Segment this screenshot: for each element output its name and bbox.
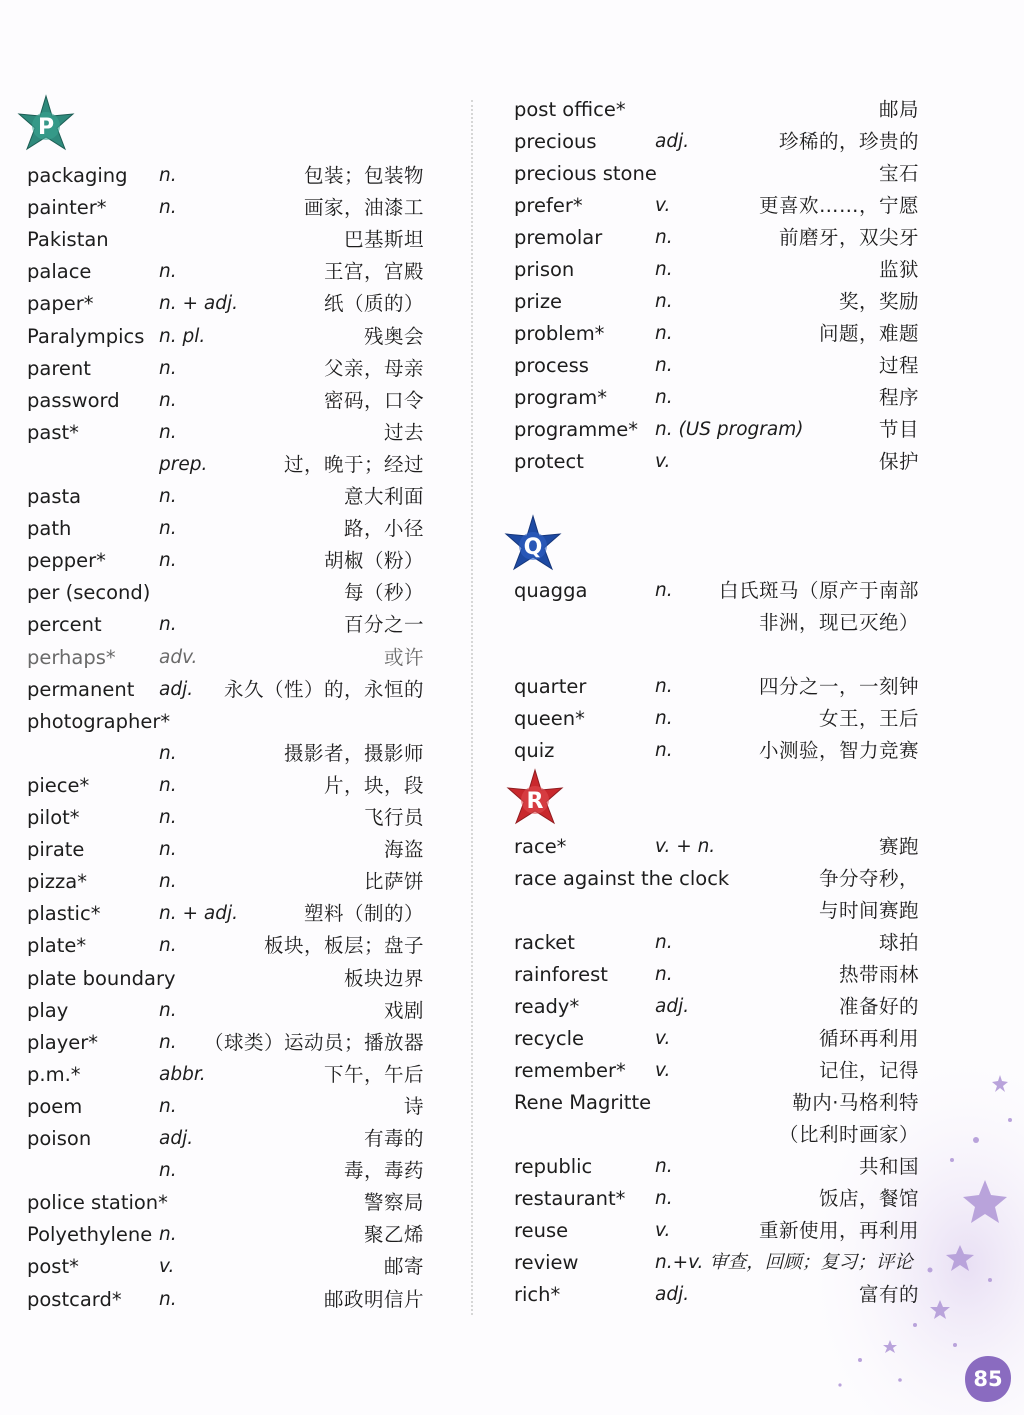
chinese-translation: 女王，王后 [818, 707, 919, 730]
headword: problem* [514, 322, 605, 345]
list-item [27, 577, 424, 609]
part-of-speech: adj. [655, 1284, 690, 1305]
headword: race* [514, 835, 567, 858]
chinese-translation: 前磨牙，双尖牙 [778, 226, 919, 249]
chinese-translation: 邮寄 [383, 1255, 424, 1279]
list-item [27, 898, 424, 930]
chinese-translation: 聚乙烯 [363, 1223, 424, 1247]
section-badge-q [502, 514, 564, 576]
headword: pepper* [27, 549, 106, 573]
headword: parent [27, 356, 91, 380]
part-of-speech: n. [159, 486, 177, 507]
chinese-translation: 比萨饼 [363, 870, 424, 894]
chinese-translation: 更喜欢……，宁愿 [758, 194, 919, 217]
list-item [27, 224, 424, 256]
list-item [27, 1187, 424, 1219]
part-of-speech: adj. [159, 678, 194, 700]
part-of-speech: n. [655, 387, 673, 408]
part-of-speech: n. [655, 355, 673, 376]
part-of-speech: n. [159, 839, 177, 861]
list-item [514, 639, 919, 671]
chinese-translation: 王宫，宫殿 [323, 260, 424, 284]
headword: Paralympics [27, 324, 145, 348]
chinese-translation: 小测验，智力竞赛 [758, 739, 919, 762]
headword: quiz [514, 739, 555, 762]
list-item [514, 607, 919, 639]
headword: Rene Magritte [514, 1091, 652, 1114]
headword: plate boundary [27, 966, 176, 990]
list-item [514, 1055, 919, 1087]
page-number: 85 [973, 1367, 1003, 1391]
headword: paper* [27, 292, 94, 316]
chinese-translation: 板块边界 [343, 966, 424, 990]
part-of-speech: adv. [159, 646, 198, 668]
section-letter: Q [523, 535, 543, 560]
chinese-translation: 准备好的 [838, 995, 919, 1018]
section-badge-p [15, 94, 77, 156]
headword: precious stone [514, 162, 657, 185]
column-divider [471, 100, 473, 1315]
chinese-translation: （比利时画家） [778, 1123, 919, 1146]
chinese-translation: 保护 [878, 450, 919, 473]
list-item [514, 1215, 919, 1247]
headword: quarter [514, 675, 587, 698]
part-of-speech: n. [159, 261, 177, 283]
list-item [27, 192, 424, 224]
part-of-speech: n. [159, 614, 177, 636]
list-item [514, 863, 919, 895]
part-of-speech: v. [655, 195, 671, 216]
chinese-translation: 过程 [878, 354, 919, 377]
headword: poem [27, 1094, 83, 1118]
list-item [514, 190, 919, 222]
part-of-speech: n. + adj. [159, 293, 238, 315]
chinese-translation: 下午，午后 [323, 1062, 424, 1086]
part-of-speech: n. [655, 1188, 673, 1209]
list-item [514, 414, 919, 446]
headword: prefer* [514, 194, 583, 217]
list-item [27, 1219, 424, 1251]
chinese-translation: 邮政明信片 [323, 1287, 424, 1311]
list-item [514, 671, 919, 703]
part-of-speech: n. [655, 1156, 673, 1177]
headword: photographer* [27, 709, 171, 733]
list-item [27, 449, 424, 481]
list-item [514, 222, 919, 254]
part-of-speech: n. [159, 389, 177, 411]
headword: prize [514, 290, 563, 313]
part-of-speech: n. [159, 774, 177, 796]
list-item [514, 254, 919, 286]
chinese-translation: 循环再利用 [818, 1027, 919, 1050]
chinese-translation: 海盗 [383, 838, 424, 862]
part-of-speech: v. + n. [655, 836, 716, 857]
list-item [514, 831, 919, 863]
list-item [27, 834, 424, 866]
chinese-translation: 父亲，母亲 [323, 356, 424, 380]
list-item [514, 1151, 919, 1183]
headword: reuse [514, 1219, 569, 1242]
list-item [514, 382, 919, 414]
list-item [27, 545, 424, 577]
list-item [27, 1059, 424, 1091]
chinese-translation: 热带雨林 [838, 963, 919, 986]
part-of-speech: n. [159, 1160, 177, 1182]
part-of-speech: v. [655, 1028, 671, 1049]
chinese-translation: 巴基斯坦 [343, 228, 424, 252]
headword: painter* [27, 196, 107, 220]
chinese-translation: 有毒的 [363, 1127, 424, 1150]
headword: pirate [27, 838, 85, 862]
chinese-translation: 板块，板层；盘子 [263, 934, 424, 958]
list-item [27, 288, 424, 320]
part-of-speech: n. [159, 357, 177, 379]
part-of-speech: n. [655, 580, 673, 601]
chinese-translation: 白氏斑马（原产于南部 [718, 579, 919, 602]
headword: palace [27, 260, 92, 284]
headword: plate* [27, 934, 87, 958]
part-of-speech: n. [159, 165, 177, 186]
headword: percent [27, 613, 102, 637]
part-of-speech: v. [655, 1060, 671, 1081]
headword: premolar [514, 226, 603, 249]
list-item [27, 481, 424, 513]
chinese-translation: 程序 [878, 386, 919, 409]
headword: rich* [514, 1283, 561, 1306]
headword: play [27, 998, 69, 1022]
chinese-translation: 戏剧 [383, 998, 424, 1022]
list-item [514, 1279, 919, 1311]
list-item [514, 1023, 919, 1055]
part-of-speech: n. [159, 421, 177, 443]
headword: pasta [27, 485, 82, 508]
chinese-translation: 毒，毒药 [343, 1159, 424, 1183]
part-of-speech: adj. [655, 996, 690, 1017]
chinese-translation: 共和国 [858, 1155, 919, 1178]
headword: packaging [27, 164, 128, 187]
headword: per (second) [27, 581, 151, 605]
chinese-translation: 非洲，现已灭绝） [758, 611, 919, 634]
headword: password [27, 388, 120, 412]
part-of-speech: n. [159, 550, 177, 572]
chinese-translation: 珍稀的，珍贵的 [778, 130, 919, 153]
list-item [27, 1251, 424, 1283]
headword: Pakistan [27, 228, 109, 252]
chinese-translation: 路，小径 [343, 517, 424, 541]
chinese-translation: 片，块，段 [323, 773, 424, 797]
chinese-translation: 包装；包装物 [303, 164, 424, 187]
list-item [27, 353, 424, 385]
list-item [514, 318, 919, 350]
chinese-translation: 邮局 [878, 98, 919, 121]
list-item [514, 895, 919, 927]
part-of-speech: n. [655, 932, 673, 953]
list-item [514, 158, 919, 190]
part-of-speech: v. [655, 451, 671, 472]
headword: race against the clock [514, 867, 730, 890]
section-letter: R [526, 789, 544, 814]
part-of-speech: n. [159, 1095, 177, 1117]
headword: rainforest [514, 963, 608, 986]
list-item [27, 674, 424, 706]
headword: queen* [514, 707, 585, 730]
headword: p.m.* [27, 1062, 81, 1086]
headword: remember* [514, 1059, 626, 1082]
chinese-translation: 过去 [383, 420, 424, 444]
headword: prison [514, 258, 575, 281]
part-of-speech: n. [655, 708, 673, 729]
list-item [514, 446, 919, 478]
chinese-translation: 永久（性）的，永恒的 [223, 677, 424, 701]
list-item [27, 385, 424, 417]
list-item [514, 703, 919, 735]
part-of-speech: n. [159, 742, 177, 764]
part-of-speech: n. [655, 259, 673, 280]
chinese-translation: 奖，奖励 [838, 290, 919, 313]
section-badge-r [504, 768, 566, 830]
headword: protect [514, 450, 584, 473]
headword: Polyethylene [27, 1223, 153, 1247]
headword: recycle [514, 1027, 584, 1050]
list-item [514, 1087, 919, 1119]
chinese-translation: 每（秒） [343, 581, 424, 605]
chinese-translation: 问题，难题 [818, 322, 919, 345]
headword: plastic* [27, 902, 101, 926]
list-item [514, 1247, 919, 1279]
list-item [27, 609, 424, 641]
chinese-translation: 胡椒（粉） [323, 549, 424, 573]
chinese-translation: 争分夺秒， [818, 867, 919, 890]
part-of-speech: n. [655, 291, 673, 312]
list-item [514, 735, 919, 767]
list-item [514, 959, 919, 991]
list-item [514, 575, 919, 607]
headword: police station* [27, 1191, 168, 1215]
part-of-speech: adj. [159, 1128, 194, 1149]
part-of-speech: prep. [159, 453, 208, 475]
star-badge-icon [502, 514, 564, 576]
part-of-speech: n. [655, 964, 673, 985]
headword: process [514, 354, 589, 377]
list-item [514, 991, 919, 1023]
chinese-translation: 记住，记得 [818, 1059, 919, 1082]
chinese-translation: 警察局 [363, 1191, 424, 1215]
list-item [27, 417, 424, 449]
chinese-translation: 四分之一，一刻钟 [758, 675, 919, 698]
list-item [27, 995, 424, 1027]
headword: permanent [27, 677, 135, 701]
list-item [514, 350, 919, 382]
part-of-speech: n. [159, 518, 177, 540]
headword: pizza* [27, 870, 87, 894]
headword: poison [27, 1127, 92, 1150]
list-item [27, 1027, 424, 1059]
chinese-translation: 饭店，餐馆 [818, 1187, 919, 1210]
list-item [27, 770, 424, 802]
chinese-translation: 纸（质的） [323, 292, 424, 316]
chinese-translation: 富有的 [858, 1283, 919, 1306]
list-item [27, 802, 424, 834]
list-item [514, 1183, 919, 1215]
chinese-translation: 与时间赛跑 [818, 899, 919, 922]
part-of-speech: v. [159, 1256, 175, 1278]
part-of-speech: v. [655, 1220, 671, 1241]
part-of-speech: n. [655, 676, 673, 697]
chinese-translation: 勒内·马格利特 [792, 1091, 919, 1114]
headword: postcard* [27, 1287, 122, 1311]
part-of-speech: n. [159, 999, 177, 1021]
chinese-translation: 监狱 [878, 258, 919, 281]
chinese-translation: 意大利面 [343, 485, 424, 508]
part-of-speech: n. [159, 1224, 177, 1246]
headword: review [514, 1251, 579, 1274]
headword: ready* [514, 995, 580, 1018]
chinese-translation: 塑料（制的） [303, 902, 424, 926]
chinese-translation: 残奥会 [363, 324, 424, 348]
chinese-translation: 摄影者，摄影师 [283, 741, 424, 765]
list-item [27, 866, 424, 898]
chinese-translation: （球类）运动员；播放器 [203, 1030, 424, 1054]
list-item [27, 1284, 424, 1316]
chinese-translation: 诗 [403, 1094, 424, 1118]
headword: post office* [514, 98, 626, 121]
headword: past* [27, 420, 79, 444]
list-item [27, 930, 424, 962]
chinese-translation: 节目 [878, 418, 919, 441]
list-item [27, 513, 424, 545]
star-badge-icon [15, 94, 77, 156]
headword: piece* [27, 773, 90, 797]
list-item [514, 927, 919, 959]
headword: quagga [514, 579, 588, 602]
list-item [27, 706, 424, 738]
chinese-translation: 重新使用，再利用 [758, 1219, 919, 1242]
list-item [27, 738, 424, 770]
chinese-translation: 过，晚于；经过 [283, 452, 424, 476]
chinese-translation: 百分之一 [343, 613, 424, 637]
part-of-speech: n. [655, 227, 673, 248]
list-item [27, 256, 424, 288]
chinese-translation: 宝石 [878, 162, 919, 185]
headword: racket [514, 931, 575, 954]
headword: restaurant* [514, 1187, 626, 1210]
list-item [27, 1155, 424, 1187]
part-of-speech: n. [159, 1288, 177, 1310]
part-of-speech: n. [159, 197, 177, 219]
part-of-speech: n. [655, 740, 673, 761]
list-item [514, 286, 919, 318]
part-of-speech: abbr. [159, 1063, 206, 1085]
headword: post* [27, 1255, 79, 1279]
headword: perhaps* [27, 645, 116, 669]
list-item [27, 642, 424, 674]
part-of-speech: adj. [655, 131, 690, 152]
part-of-speech: n. (US program) [655, 419, 804, 440]
section-letter: P [37, 115, 55, 140]
list-item [27, 160, 424, 192]
part-of-speech: n. pl. [159, 325, 206, 347]
headword: pilot* [27, 806, 80, 829]
page-number-badge [963, 1354, 1013, 1404]
list-item [514, 1119, 919, 1151]
part-of-speech: n. [159, 807, 177, 828]
chinese-translation: 或许 [383, 645, 424, 669]
list-item [514, 94, 919, 126]
chinese-translation: 飞行员 [363, 806, 424, 829]
part-of-speech: n.+v. 审查，回顾；复习；评论 [655, 1252, 913, 1273]
part-of-speech: n. [159, 1031, 177, 1053]
chinese-translation: 密码，口令 [323, 388, 424, 412]
list-item [514, 126, 919, 158]
star-badge-icon [504, 768, 566, 830]
chinese-translation: 球拍 [878, 931, 919, 954]
list-item [27, 963, 424, 995]
headword: player* [27, 1030, 99, 1054]
chinese-translation: 画家，油漆工 [303, 196, 424, 220]
headword: precious [514, 130, 597, 153]
chinese-translation: 赛跑 [878, 835, 919, 858]
headword: program* [514, 386, 607, 409]
part-of-speech: n. [655, 323, 673, 344]
headword: republic [514, 1155, 593, 1178]
list-item [27, 1123, 424, 1155]
part-of-speech: n. [159, 935, 177, 957]
list-item [27, 321, 424, 353]
part-of-speech: n. + adj. [159, 903, 238, 925]
part-of-speech: n. [159, 871, 177, 893]
headword: programme* [514, 418, 638, 441]
list-item [27, 1091, 424, 1123]
headword: path [27, 517, 72, 541]
